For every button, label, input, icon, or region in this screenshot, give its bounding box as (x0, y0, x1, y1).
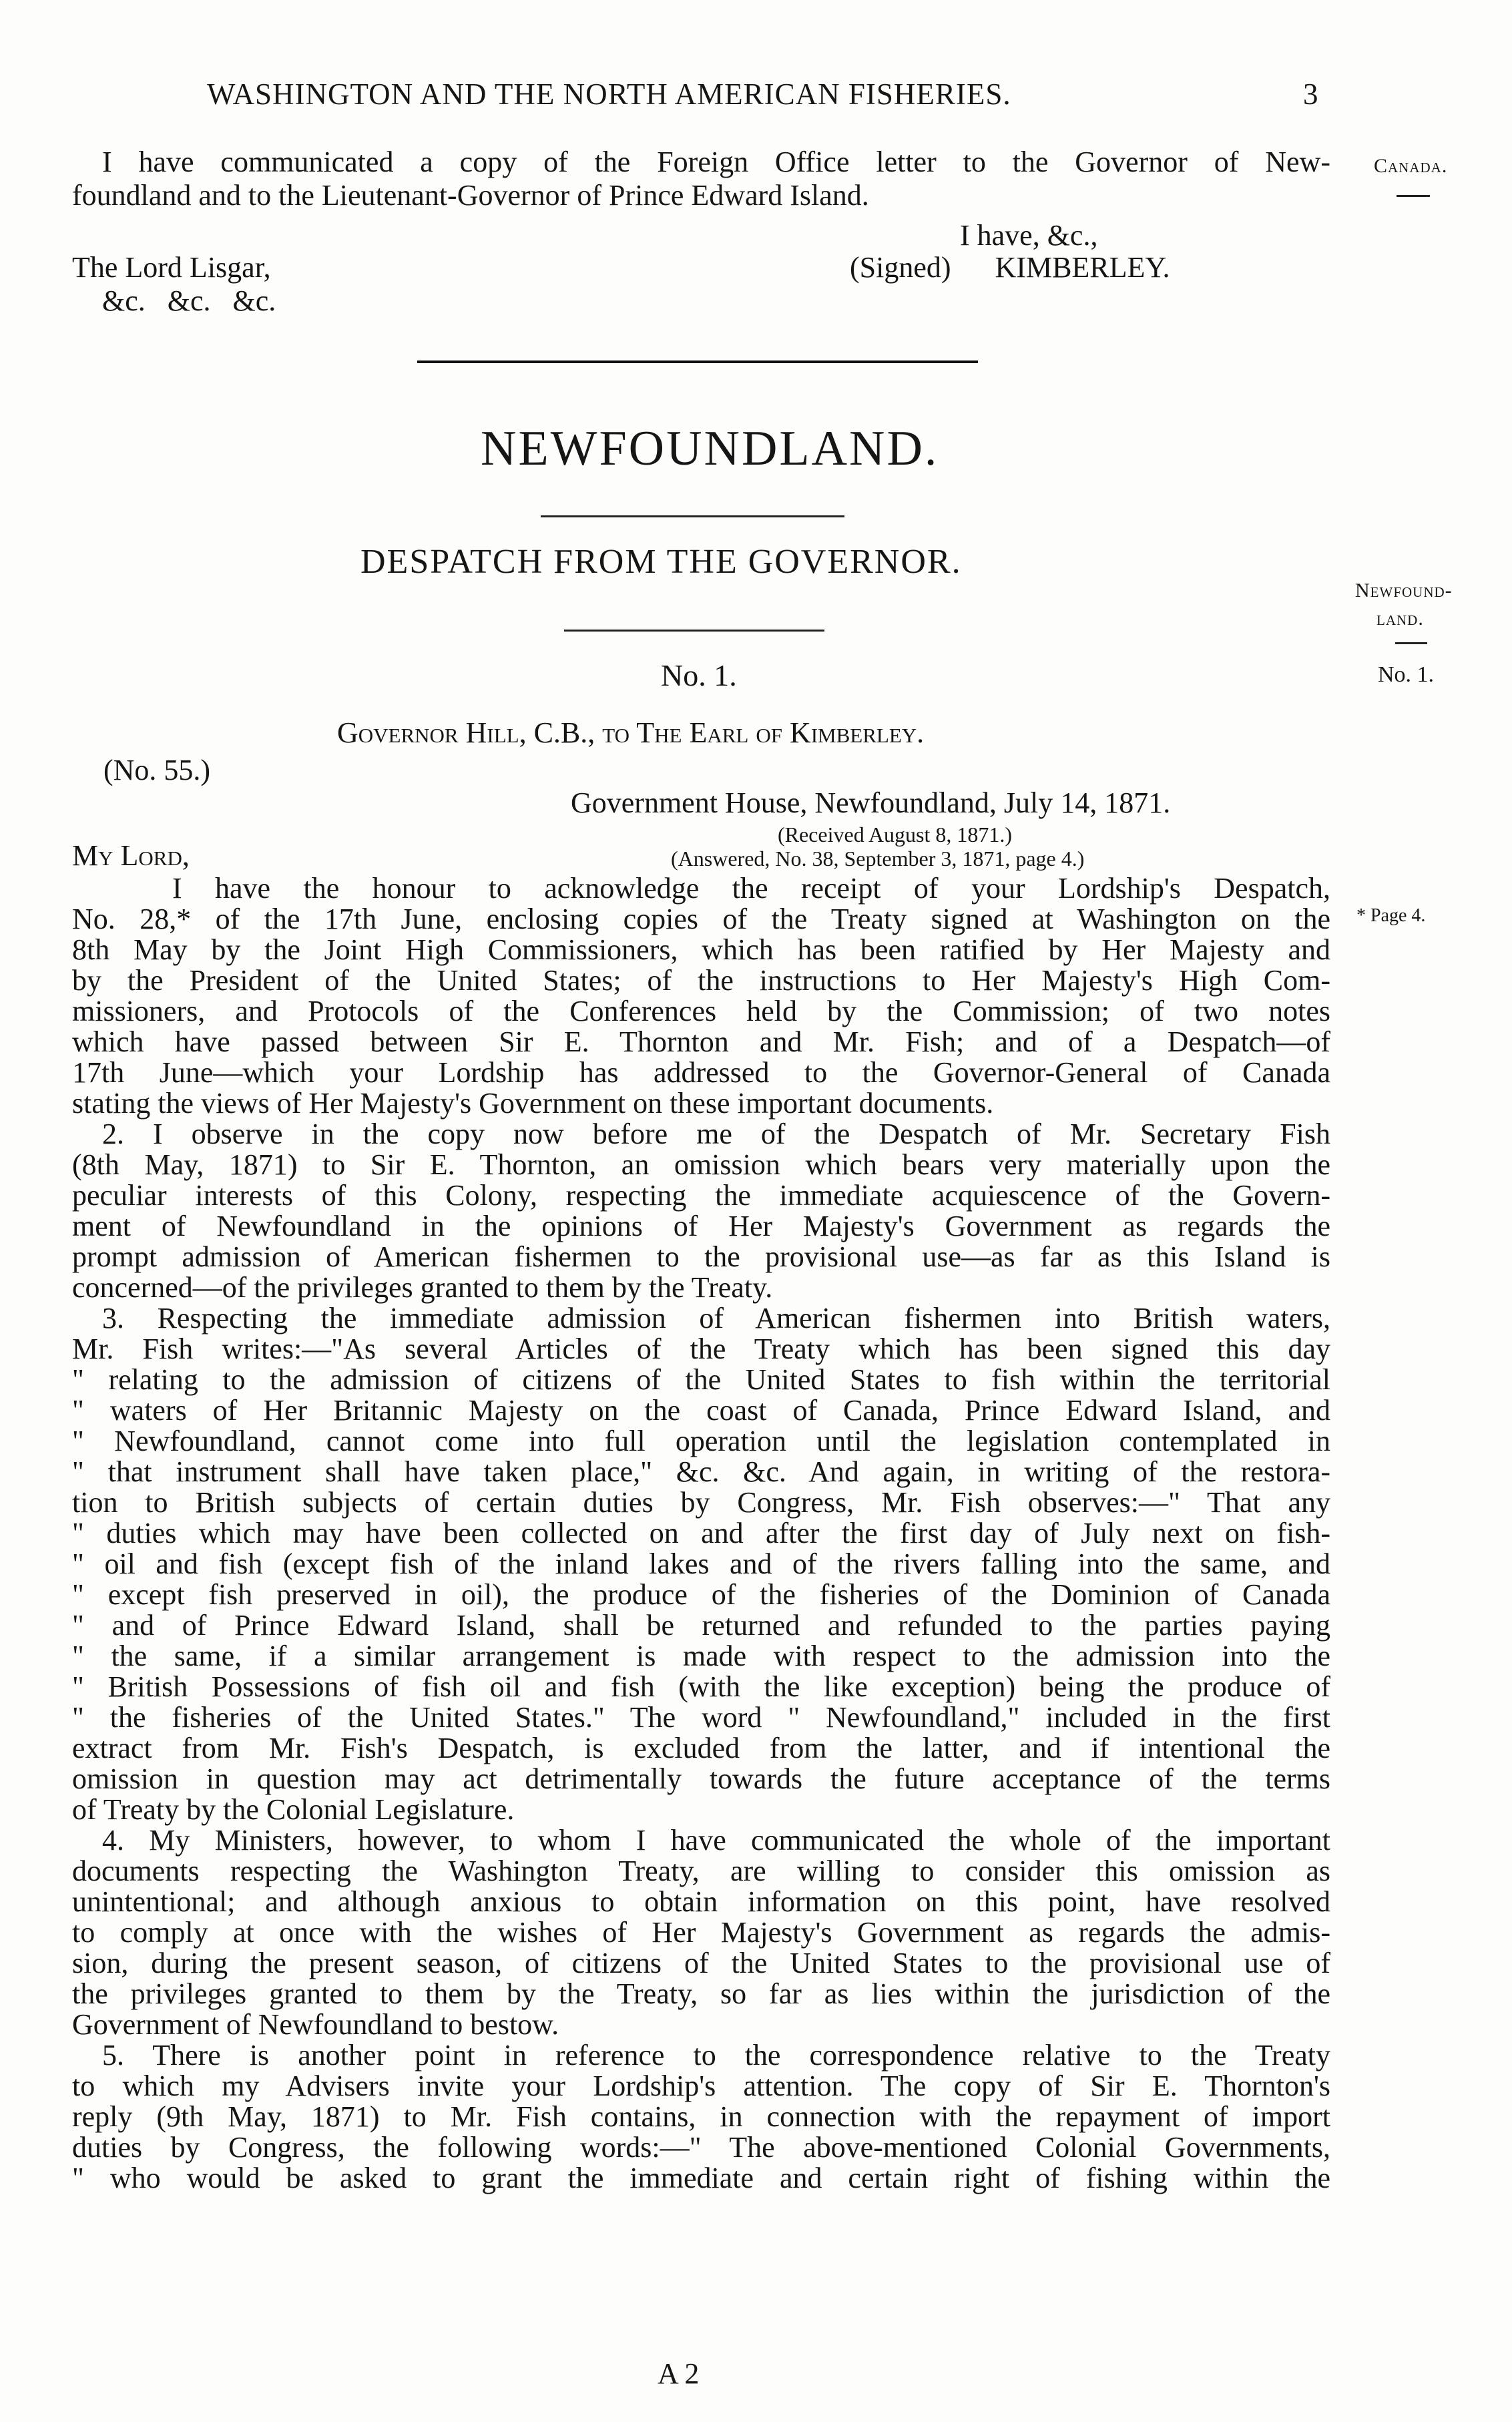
section-divider (417, 360, 978, 363)
text-line: 5. There is another point in reference to the correspondence relative to the Treaty (102, 2039, 1330, 2072)
text-line: Mr. Fish writes:—"As several Articles of the Treaty which has been signed this day (72, 1333, 1330, 1365)
text-line: concerned—of the privileges granted to them by the Treaty. (72, 1271, 773, 1304)
margin-note-no1: No. 1. (1378, 662, 1435, 687)
salutation: My Lord, (72, 839, 190, 872)
text-line: I have the honour to acknowledge the receipt of your Lordship's Despatch, (172, 872, 1330, 905)
place-date: Government House, Newfoundland, July 14, 1871. (571, 786, 1171, 819)
signature: (Signed) KIMBERLEY. (850, 251, 1170, 284)
text-line: 4. My Ministers, however, to whom I have communicated the whole of the important (102, 1824, 1330, 1857)
text-line: which have passed between Sir E. Thornton and Mr. Fish; and of a Despatch—of (72, 1025, 1330, 1058)
text-line: Government of Newfoundland to bestow. (72, 2008, 559, 2041)
text-line: stating the views of Her Majesty's Government on these important documents. (72, 1087, 994, 1120)
margin-note-canada: Canada. (1374, 155, 1448, 177)
text-line: " and of Prince Edward Island, shall be returned and refunded to the parties paying (72, 1609, 1330, 1642)
text-line: missioners, and Protocols of the Conferences held by the Commission; of two notes (72, 995, 1330, 1027)
etc-line: &c. &c. &c. (102, 284, 276, 317)
section-title: NEWFOUNDLAND. (481, 421, 939, 476)
text-line: to comply at once with the wishes of Her Majesty's Government as regards the admis- (72, 1916, 1330, 1949)
text-line: " oil and fish (except fish of the inland lakes and of the rivers falling into the same, and (72, 1547, 1330, 1580)
text-line: sion, during the present season, of citizens of the United States to the provisional use of (72, 1947, 1330, 1979)
text-line: (8th May, 1871) to Sir E. Thornton, an omission which bears very materially upon the (72, 1148, 1330, 1181)
answered-note: (Answered, No. 38, September 3, 1871, page 4.) (671, 846, 1085, 871)
margin-footnote-ref: * Page 4. (1356, 905, 1426, 926)
signature-mark: A 2 (658, 2357, 700, 2390)
margin-note-newfoundland: Newfound- (1355, 579, 1453, 601)
text-line: " relating to the admission of citizens of the United States to fish within the territorial (72, 1363, 1330, 1396)
text-line: " who would be asked to grant the immediate and certain right of fishing within the (72, 2162, 1330, 2194)
text-line: 8th May by the Joint High Commissioners, which has been ratified by Her Majesty and (72, 933, 1330, 966)
margin-rule (1395, 642, 1427, 644)
text-line: I have communicated a copy of the Foreign Office letter to the Governor of New- (102, 146, 1330, 178)
heading-rule (541, 515, 844, 517)
text-line: to which my Advisers invite your Lordship's attention. The copy of Sir E. Thornton's (72, 2070, 1330, 2102)
text-line: " British Possessions of fish oil and fish (with the like exception) being the produce of (72, 1670, 1330, 1703)
despatch-reference: (No. 55.) (103, 754, 211, 786)
despatch-number: No. 1. (661, 658, 737, 692)
text-line: " except fish preserved in oil), the produce of the fisheries of the Dominion of Canada (72, 1578, 1330, 1611)
closing-phrase: I have, &c., (960, 219, 1098, 252)
text-line: " the same, if a similar arrangement is made with respect to the admission into the (72, 1640, 1330, 1672)
text-line: by the President of the United States; of the instructions to Her Majesty's High Com- (72, 964, 1330, 997)
text-line: 3. Respecting the immediate admission of American fishermen into British waters, (102, 1302, 1330, 1335)
text-line: omission in question may act detrimentally towards the future acceptance of the terms (72, 1762, 1330, 1795)
text-line: No. 28,* of the 17th June, enclosing copies of the Treaty signed at Washington on the (72, 903, 1330, 935)
text-line: documents respecting the Washington Treaty, are willing to consider this omission as (72, 1855, 1330, 1887)
text-line: " that instrument shall have taken place," &c. &c. And again, in writing of the restora- (72, 1455, 1330, 1488)
text-line: duties by Congress, the following words:—" The above-mentioned Colonial Governments, (72, 2131, 1330, 2164)
text-line: " the fisheries of the United States." The word " Newfoundland," included in the first (72, 1701, 1330, 1734)
margin-rule (1397, 195, 1430, 197)
text-line: unintentional; and although anxious to obtain information on this point, have resolved (72, 1885, 1330, 1918)
text-line: " duties which may have been collected on and after the first day of July next on fish- (72, 1517, 1330, 1549)
text-line: 17th June—which your Lordship has addressed to the Governor-General of Canada (72, 1056, 1330, 1089)
text-line: the privileges granted to them by the Treaty, so far as lies within the jurisdiction of the (72, 1977, 1330, 2010)
running-header: WASHINGTON AND THE NORTH AMERICAN FISHERIES. (207, 77, 1011, 111)
addressee: The Lord Lisgar, (72, 251, 271, 284)
margin-note-newfoundland-cont: land. (1376, 608, 1424, 630)
text-line: " Newfoundland, cannot come into full operation until the legislation contemplated in (72, 1425, 1330, 1457)
text-line: extract from Mr. Fish's Despatch, is excluded from the latter, and if intentional the (72, 1732, 1330, 1764)
text-line: tion to British subjects of certain duties by Congress, Mr. Fish observes:—" That any (72, 1486, 1330, 1519)
text-line: reply (9th May, 1871) to Mr. Fish contains, in connection with the repayment of import (72, 2100, 1330, 2133)
page-number: 3 (1303, 77, 1318, 111)
text-line: ment of Newfoundland in the opinions of Her Majesty's Government as regards the (72, 1210, 1330, 1242)
heading-rule (564, 630, 824, 632)
text-line: prompt admission of American fishermen to the provisional use—as far as this Island is (72, 1240, 1330, 1273)
text-line: 2. I observe in the copy now before me of the Despatch of Mr. Secretary Fish (102, 1118, 1330, 1150)
section-subtitle: DESPATCH FROM THE GOVERNOR. (360, 543, 962, 581)
text-line: of Treaty by the Colonial Legislature. (72, 1793, 515, 1826)
text-line: " waters of Her Britannic Majesty on the coast of Canada, Prince Edward Island, and (72, 1394, 1330, 1427)
received-note: (Received August 8, 1871.) (778, 822, 1013, 846)
text-line: foundland and to the Lieutenant-Governor of Prince Edward Island. (72, 179, 869, 212)
text-line: peculiar interests of this Colony, respecting the immediate acquiescence of the Govern- (72, 1179, 1330, 1212)
from-to-line: Governor Hill, C.B., to The Earl of Kimberley. (337, 716, 925, 749)
